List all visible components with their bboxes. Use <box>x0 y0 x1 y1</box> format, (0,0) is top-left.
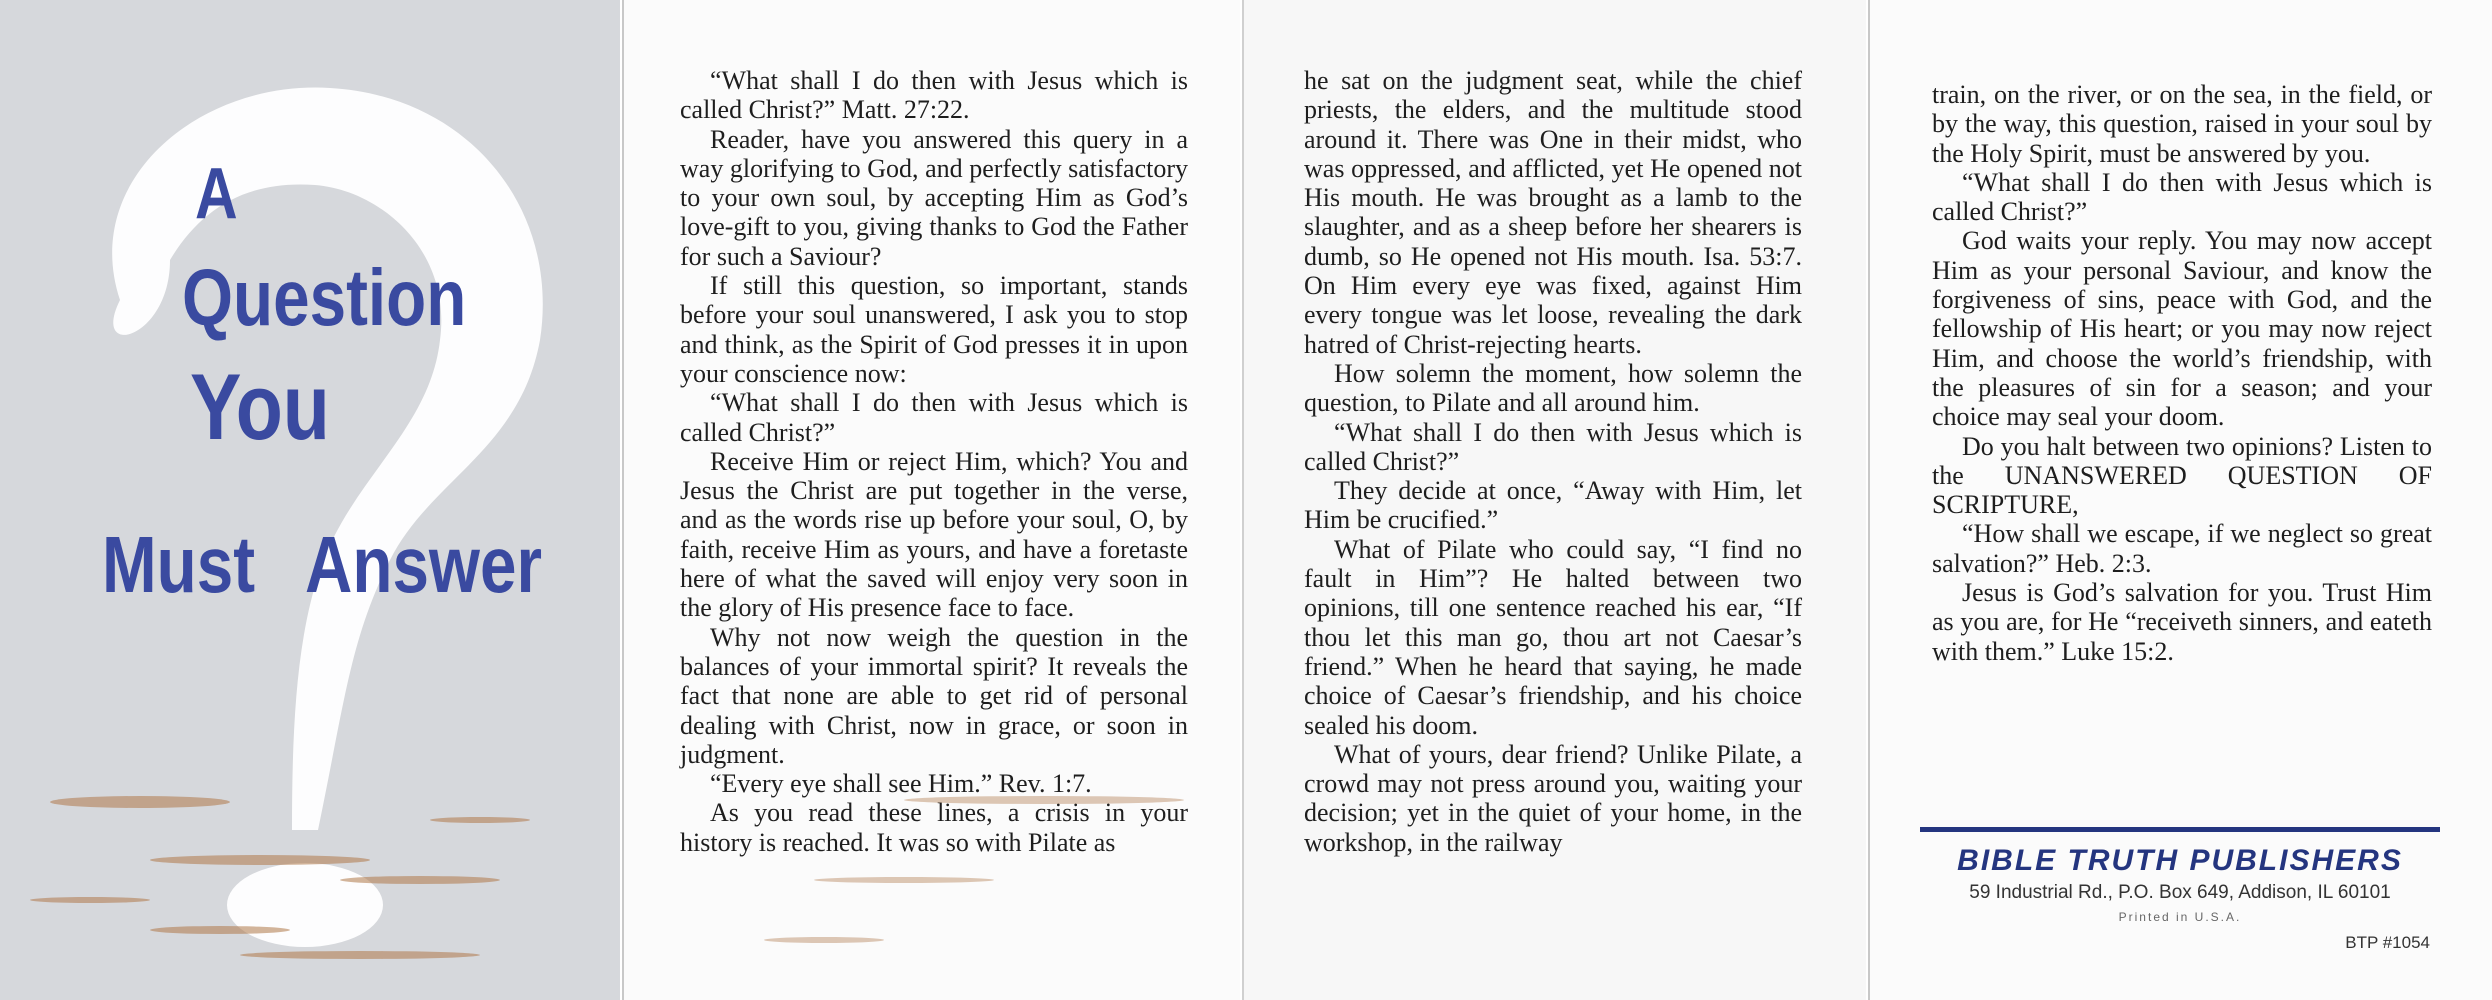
panel-2-column <box>680 66 1188 857</box>
paragraph: How solemn the moment, how solemn the question, to Pilate and all around him. <box>1304 358 1802 418</box>
paragraph: If still this question, so important, stands before your soul unanswered, I ask you to stop and think, as the Spirit of God presses it in upon your conscience now: <box>680 271 1188 388</box>
text-panel-4 <box>1868 0 2492 1000</box>
cover-panel <box>0 0 620 1000</box>
paragraph: Jesus is God’s salvation for you. Trust Him as you are, for He “receiveth sinners, and eateth with them.” Luke 15:2. <box>1932 578 2432 666</box>
panel-4-column <box>1932 80 2432 666</box>
paragraph: God waits your reply. You may now accept Him as your personal Saviour, and know the forgiveness of sins, peace with God, and the fellowship of His heart; or you may now reject Him, and choose the world’s friendship, with the pleasures of sin for a season; and your choice may seal your doom. <box>1932 226 2432 432</box>
cover-title-question: Question <box>182 253 467 342</box>
paragraph: Why not now weigh the question in the balances of your immortal spirit? It reveals the fact that none are able to get rid of personal dealing with Christ, now in grace, or soon in judgment. <box>680 622 1188 769</box>
text-panel-3 <box>1242 0 1866 1000</box>
paragraph: “What shall I do then with Jesus which is called Christ?” <box>1932 167 2432 227</box>
paragraph: he sat on the judgment seat, while the chief priests, the elders, and the multitude stood around it. There was One in their midst, who was oppressed, and afflicted, yet He opened not His mouth. He was brought as a lamb to the slaughter, and as a sheep before her shearers is dumb, so He opened not His mouth. Isa. 53:7. On Him every eye was fixed, against Him every tongue was let loose, revealing the dark hatred of Christ-rejecting hearts. <box>1304 66 1802 359</box>
paragraph: “What shall I do then with Jesus which is called Christ?” Matt. 27:22. <box>680 66 1188 125</box>
paragraph: “How shall we escape, if we neglect so great salvation?” Heb. 2:3. <box>1932 519 2432 578</box>
publisher-name: BIBLE TRUTH PUBLISHERS <box>1957 844 2403 877</box>
panel-3-column <box>1304 66 1802 857</box>
paragraph: “Every eye shall see Him.” Rev. 1:7. <box>710 769 1092 799</box>
cover-title-you: You <box>190 354 330 459</box>
paragraph: Reader, have you answered this query in a way glorifying to God, and perfectly satisfactory to your own soul, by accepting Him as God’s love-gift to you, giving thanks to God the Father for such a Saviour? <box>680 124 1188 271</box>
paragraph: “What shall I do then with Jesus which is called Christ?” <box>1304 417 1802 476</box>
paragraph: As you read these lines, a crisis in your history is reached. It was so with Pilate as <box>680 798 1188 857</box>
paragraph: “What shall I do then with Jesus which is called Christ?” <box>680 388 1188 447</box>
paragraph: Do you halt between two opinions? Listen to the UNANSWERED QUESTION OF SCRIPTURE, <box>1932 431 2432 520</box>
printed-notice: Printed in U.S.A. <box>2118 910 2242 924</box>
publisher-divider <box>1920 827 2440 832</box>
cover-title-answer: Answer <box>305 520 542 609</box>
publisher-address: 59 Industrial Rd., P.O. Box 649, Addison, IL 60101 <box>1969 882 2391 903</box>
paragraph: Receive Him or reject Him, which? You and Jesus the Christ are put together in the verse, and as the words rise up before your soul, O, by faith, receive Him as yours, and have a foretaste here of what the saved will enjoy very soon in the glory of His presence face to face. <box>680 446 1188 623</box>
paragraph: What of yours, dear friend? Unlike Pilate, a crowd may not press around you, waiting your decision; yet in the quiet of your home, in the workshop, in the railway <box>1304 739 1802 857</box>
question-mark-graphic <box>0 0 620 1000</box>
cover-title-must: Must <box>102 520 256 609</box>
paragraph: train, on the river, or on the sea, in the field, or by the way, this question, raised in your soul by the Holy Spirit, must be answered by you. <box>1932 80 2432 168</box>
tract-code: BTP #1054 <box>2345 933 2430 952</box>
paragraph: What of Pilate who could say, “I find no fault in Him”? He halted between two opinions, till one sentence reached his ear, “If thou let this man go, thou art not Caesar’s friend.” When he heard that saying, he made choice of Caesar’s friendship, and his choice sealed his doom. <box>1304 534 1802 740</box>
text-panel-2 <box>622 0 1240 1000</box>
paragraph: They decide at once, “Away with Him, let Him be crucified.” <box>1304 476 1802 535</box>
cover-title-a: A <box>195 154 238 234</box>
